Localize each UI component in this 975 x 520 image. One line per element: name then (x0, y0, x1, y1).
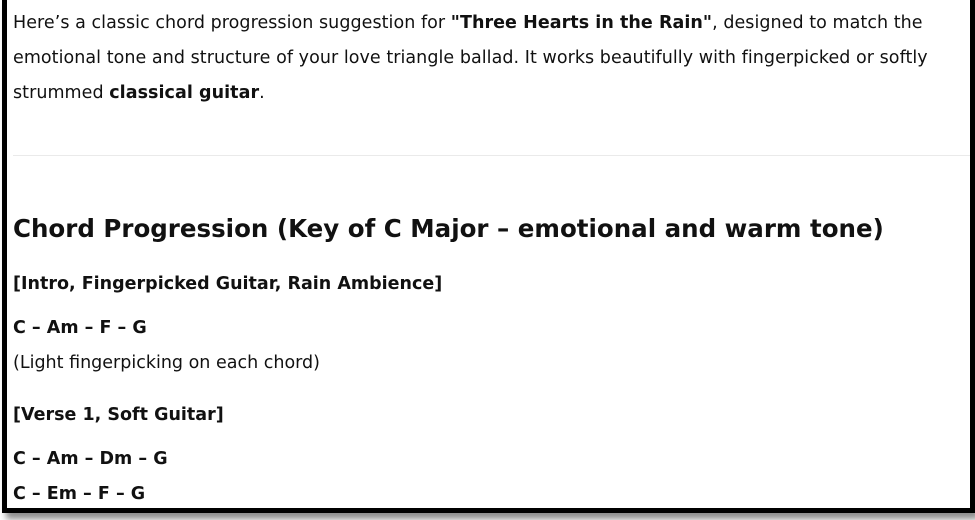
section-heading: Chord Progression (Key of C Major – emotional and warm tone) (13, 214, 884, 243)
verse1-chords-line-2: C – Em – F – G (13, 484, 146, 504)
section-divider (13, 155, 970, 156)
intro-chord-note: (Light fingerpicking on each chord) (13, 353, 320, 373)
intro-section-label: [Intro, Fingerpicked Guitar, Rain Ambience] (13, 274, 443, 294)
song-title: "Three Hearts in the Rain" (450, 13, 713, 33)
document-content (13, 0, 970, 508)
verse1-chords-line-1: C – Am – Dm – G (13, 449, 168, 469)
intro-text-3: . (259, 83, 265, 103)
intro-text-2: , designed to match the emotional tone and structure of your love triangle ballad. It works beautifully with fingerpicked or softly strummed (13, 13, 928, 103)
document-frame (2, 0, 975, 513)
verse1-section-label: [Verse 1, Soft Guitar] (13, 405, 224, 425)
instrument-name: classical guitar (109, 83, 260, 103)
intro-paragraph (13, 0, 961, 111)
intro-chords: C – Am – F – G (13, 318, 147, 338)
intro-text-1: Here’s a classic chord progression suggestion for (13, 13, 451, 33)
